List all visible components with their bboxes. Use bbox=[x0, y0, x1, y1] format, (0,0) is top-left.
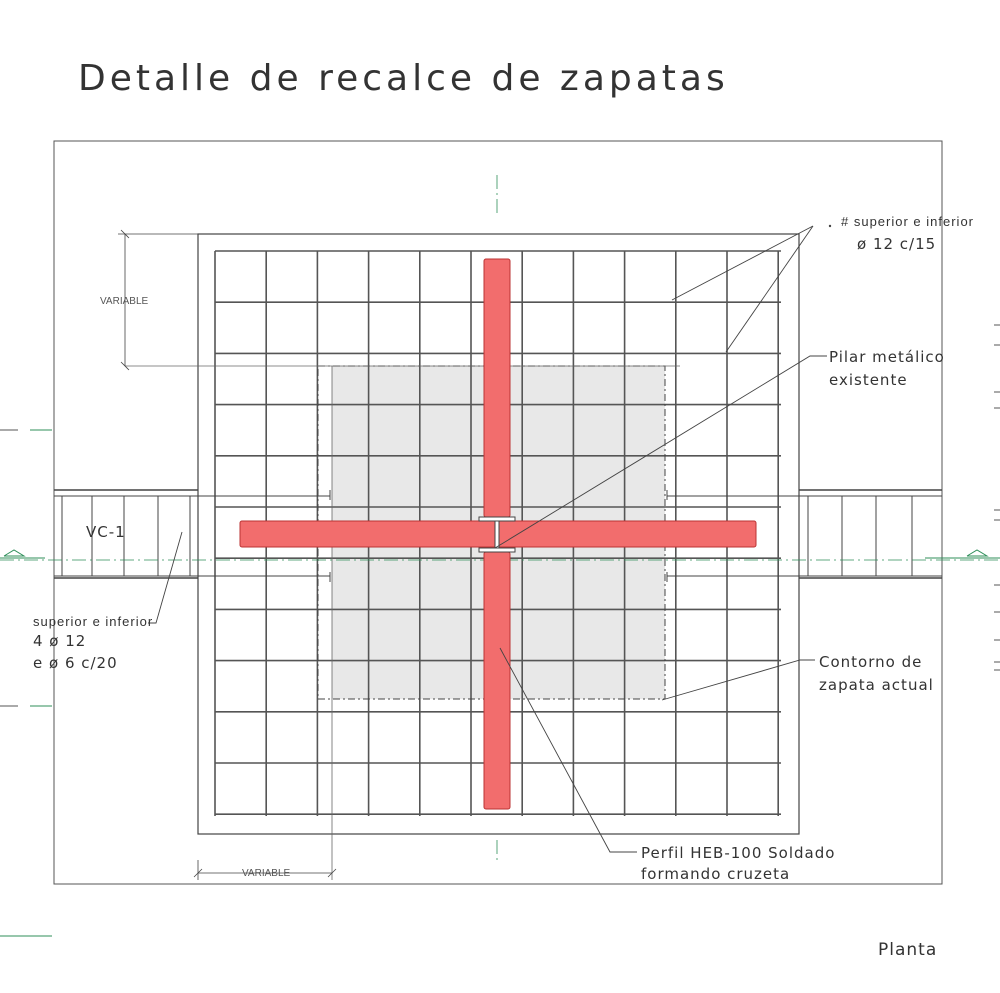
section-arrow-left bbox=[0, 550, 45, 558]
mesh-note-line2: ø 12 c/15 bbox=[857, 235, 937, 253]
view-label: Planta bbox=[878, 940, 938, 960]
beam-name: VC-1 bbox=[86, 523, 126, 541]
beam-note-line2: 4 ø 12 bbox=[33, 632, 87, 650]
section-arrow-right bbox=[925, 550, 1000, 558]
profile-note-line1: Perfil HEB-100 Soldado bbox=[641, 844, 836, 862]
heb-profile-vertical-top bbox=[484, 259, 510, 517]
drawing-title: Detalle de recalce de zapatas bbox=[78, 58, 729, 99]
beam-note-line3: e ø 6 c/20 bbox=[33, 654, 118, 672]
heb-profile-vertical-bottom bbox=[484, 552, 510, 809]
footing-note-line2: zapata actual bbox=[819, 676, 934, 694]
mesh-note-line1: # superior e inferior bbox=[841, 214, 974, 229]
profile-note-line2: formando cruzeta bbox=[641, 865, 791, 883]
footing-note-line1: Contorno de bbox=[819, 653, 923, 671]
column-note-line2: existente bbox=[829, 371, 908, 389]
dimension-vertical-label: VARIABLE bbox=[100, 296, 149, 307]
dimension-horizontal-label: VARIABLE bbox=[242, 868, 291, 879]
beam-note-line1: superior e inferior bbox=[33, 614, 154, 629]
leader-dot bbox=[829, 225, 831, 227]
column-note-line1: Pilar metálico bbox=[829, 348, 945, 366]
